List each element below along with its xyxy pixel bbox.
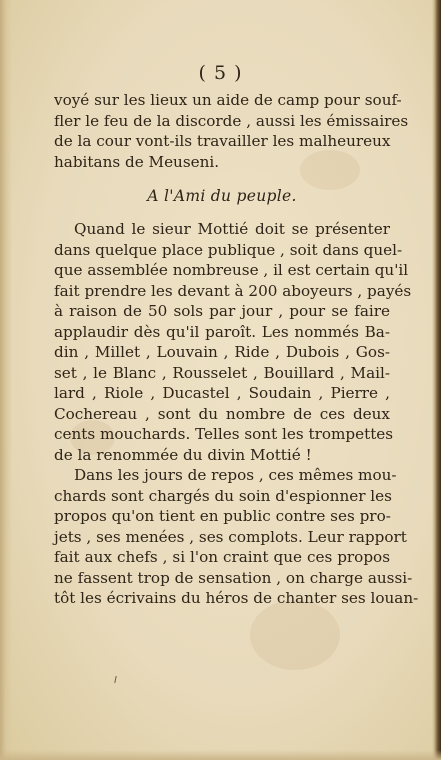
ink-mark: [114, 676, 116, 683]
text-line: dans quelque place publique , soit dans quel-: [54, 240, 403, 259]
foxing-stain: [250, 600, 340, 670]
text-line: fait aux chefs , si l'on craint que ces propos: [54, 548, 390, 566]
paragraph-1: [54, 90, 409, 172]
text-line: cents mouchards. Telles sont les trompettes: [54, 425, 394, 443]
text-line: propos qu'on tient en public contre ses pro-: [54, 507, 391, 525]
section-heading: A l'Ami du peuple.: [147, 187, 297, 205]
text-line: lard , Riole , Ducastel , Soudain , Pierre ,: [54, 384, 390, 402]
page-bottom-edge: [0, 750, 441, 760]
text-line: chards sont chargés du soin d'espionner les: [54, 486, 392, 505]
paragraph-2: [54, 219, 412, 465]
text-line: de la renommée du divin Mottié !: [54, 445, 312, 464]
text-line: à raison de 50 sols par jour , pour se faire: [54, 302, 390, 320]
page-number: ( 5 ): [198, 62, 243, 84]
text-line: fait prendre les devant à 200 aboyeurs , payés: [54, 281, 412, 300]
text-line: jets , ses menées , ses complots. Leur rapport: [54, 527, 407, 546]
text-line: que assemblée nombreuse , il est certain qu'il: [54, 261, 409, 279]
page-right-edge: [432, 0, 441, 760]
text-line: Dans les jours de repos , ces mêmes mou-: [74, 466, 397, 484]
text-line: ne fassent trop de sensation , on charge aussi-: [54, 568, 413, 587]
text-line: Quand le sieur Mottié doit se présenter: [74, 220, 390, 238]
text-line: din , Millet , Louvain , Ride , Dubois , Gos-: [54, 343, 390, 361]
text-line: applaudir dès qu'il paroît. Les nommés Ba-: [54, 322, 390, 341]
text-line: Cochereau , sont du nombre de ces deux: [54, 404, 390, 423]
paragraph-3: [54, 465, 419, 609]
text-line: de la cour vont-ils travailler les malheureux: [54, 132, 391, 150]
page-left-edge: [0, 0, 12, 760]
text-line: tôt les écrivains du héros de chanter ses louan-: [54, 589, 419, 607]
text-line: habitans de Meuseni.: [54, 152, 220, 171]
text-line: fler le feu de la discorde , aussi les émissaires: [54, 111, 409, 130]
text-block: [54, 90, 419, 609]
text-line: set , le Blanc , Rousselet , Bouillard , Mail-: [54, 363, 390, 382]
text-line: voyé sur les lieux un aide de camp pour souf-: [54, 91, 402, 109]
